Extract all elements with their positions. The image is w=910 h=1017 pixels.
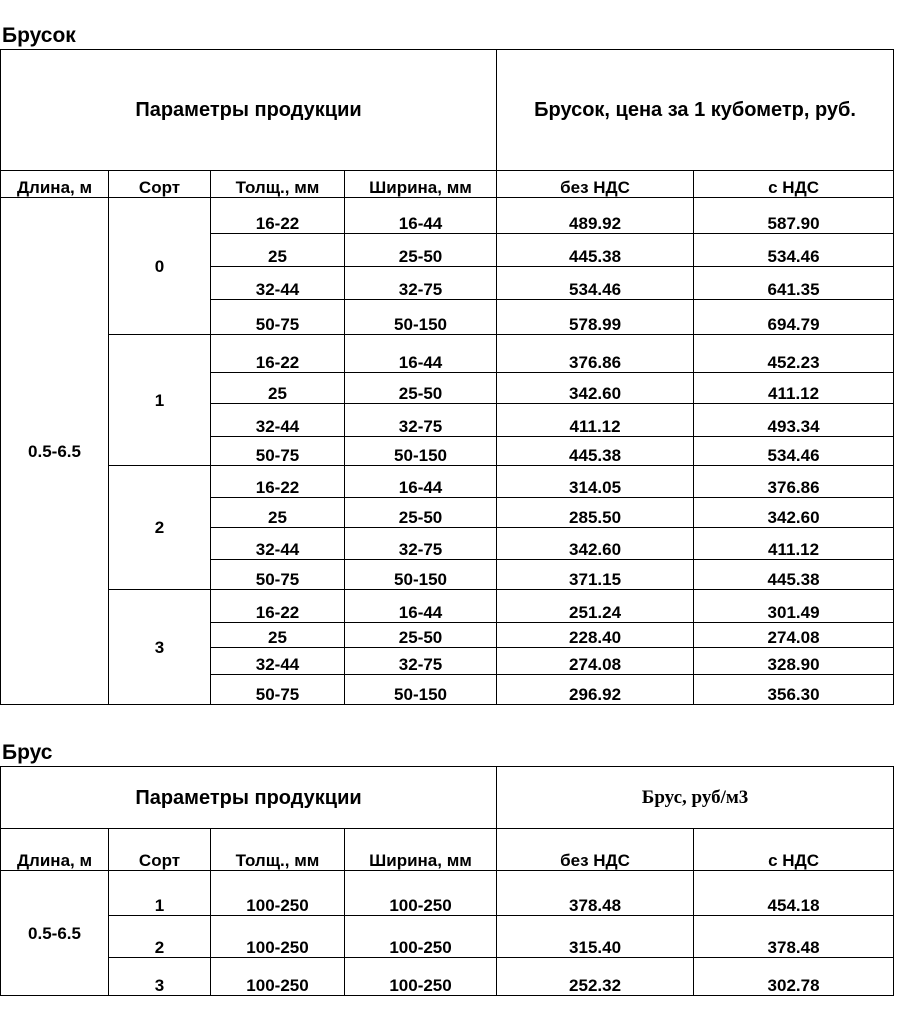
thickness-cell: 16-22 bbox=[211, 590, 345, 623]
price-header: Брусок, цена за 1 кубометр, руб. bbox=[497, 50, 894, 171]
table-row bbox=[1, 916, 894, 958]
thickness-cell: 32-44 bbox=[211, 404, 345, 437]
col-price-vat: с НДС bbox=[694, 829, 894, 871]
col-width: Ширина, мм bbox=[345, 829, 497, 871]
width-cell: 50-150 bbox=[345, 675, 497, 705]
section-title-brusok: Брусок bbox=[2, 24, 76, 47]
col-price-no-vat: без НДС bbox=[497, 171, 694, 198]
price-no-vat-cell: 578.99 bbox=[497, 300, 694, 335]
table-row bbox=[1, 335, 894, 373]
price-vat-cell: 641.35 bbox=[694, 267, 894, 300]
length-cell: 0.5-6.5 bbox=[1, 198, 109, 705]
price-no-vat-cell: 274.08 bbox=[497, 648, 694, 675]
params-header: Параметры продукции bbox=[1, 50, 497, 171]
thickness-cell: 25 bbox=[211, 234, 345, 267]
price-no-vat-cell: 251.24 bbox=[497, 590, 694, 623]
thickness-cell: 16-22 bbox=[211, 335, 345, 373]
price-vat-cell: 445.38 bbox=[694, 560, 894, 590]
width-cell: 32-75 bbox=[345, 648, 497, 675]
grade-cell: 2 bbox=[109, 466, 211, 590]
width-cell: 25-50 bbox=[345, 373, 497, 404]
price-no-vat-cell: 252.32 bbox=[497, 958, 694, 996]
price-no-vat-cell: 228.40 bbox=[497, 623, 694, 648]
grade-cell: 1 bbox=[109, 871, 211, 916]
grade-cell: 3 bbox=[109, 958, 211, 996]
col-length: Длина, м bbox=[1, 829, 109, 871]
brus-price-table bbox=[0, 766, 894, 996]
width-cell: 50-150 bbox=[345, 560, 497, 590]
price-vat-cell: 587.90 bbox=[694, 198, 894, 234]
price-no-vat-cell: 489.92 bbox=[497, 198, 694, 234]
price-vat-cell: 376.86 bbox=[694, 466, 894, 498]
width-cell: 32-75 bbox=[345, 404, 497, 437]
col-price-vat: с НДС bbox=[694, 171, 894, 198]
price-no-vat-cell: 371.15 bbox=[497, 560, 694, 590]
brusok-price-table bbox=[0, 49, 894, 705]
price-vat-cell: 452.23 bbox=[694, 335, 894, 373]
thickness-cell: 100-250 bbox=[211, 958, 345, 996]
price-vat-cell: 302.78 bbox=[694, 958, 894, 996]
price-no-vat-cell: 376.86 bbox=[497, 335, 694, 373]
price-vat-cell: 342.60 bbox=[694, 498, 894, 528]
price-no-vat-cell: 285.50 bbox=[497, 498, 694, 528]
section-title-brus: Брус bbox=[2, 741, 53, 764]
price-vat-cell: 493.34 bbox=[694, 404, 894, 437]
table-row bbox=[1, 958, 894, 996]
price-header: Брус, руб/м3 bbox=[497, 767, 894, 829]
grade-cell: 1 bbox=[109, 335, 211, 466]
price-no-vat-cell: 445.38 bbox=[497, 234, 694, 267]
price-no-vat-cell: 445.38 bbox=[497, 437, 694, 466]
width-cell: 25-50 bbox=[345, 498, 497, 528]
thickness-cell: 32-44 bbox=[211, 267, 345, 300]
width-cell: 16-44 bbox=[345, 466, 497, 498]
width-cell: 25-50 bbox=[345, 234, 497, 267]
width-cell: 32-75 bbox=[345, 528, 497, 560]
price-no-vat-cell: 315.40 bbox=[497, 916, 694, 958]
thickness-cell: 50-75 bbox=[211, 437, 345, 466]
price-no-vat-cell: 296.92 bbox=[497, 675, 694, 705]
price-vat-cell: 534.46 bbox=[694, 437, 894, 466]
col-thickness: Толщ., мм bbox=[211, 829, 345, 871]
grade-cell: 3 bbox=[109, 590, 211, 705]
width-cell: 100-250 bbox=[345, 871, 497, 916]
price-vat-cell: 411.12 bbox=[694, 373, 894, 404]
thickness-cell: 100-250 bbox=[211, 871, 345, 916]
thickness-cell: 50-75 bbox=[211, 300, 345, 335]
table-row bbox=[1, 466, 894, 498]
price-vat-cell: 694.79 bbox=[694, 300, 894, 335]
width-cell: 16-44 bbox=[345, 335, 497, 373]
grade-cell: 0 bbox=[109, 198, 211, 335]
width-cell: 100-250 bbox=[345, 916, 497, 958]
price-vat-cell: 301.49 bbox=[694, 590, 894, 623]
params-header: Параметры продукции bbox=[1, 767, 497, 829]
width-cell: 50-150 bbox=[345, 437, 497, 466]
table-row bbox=[1, 871, 894, 916]
grade-cell: 2 bbox=[109, 916, 211, 958]
thickness-cell: 50-75 bbox=[211, 560, 345, 590]
table-row bbox=[1, 590, 894, 623]
col-width: Ширина, мм bbox=[345, 171, 497, 198]
price-no-vat-cell: 314.05 bbox=[497, 466, 694, 498]
thickness-cell: 25 bbox=[211, 498, 345, 528]
col-grade: Сорт bbox=[109, 171, 211, 198]
price-vat-cell: 356.30 bbox=[694, 675, 894, 705]
col-length: Длина, м bbox=[1, 171, 109, 198]
thickness-cell: 25 bbox=[211, 373, 345, 404]
thickness-cell: 16-22 bbox=[211, 466, 345, 498]
width-cell: 100-250 bbox=[345, 958, 497, 996]
width-cell: 32-75 bbox=[345, 267, 497, 300]
col-price-no-vat: без НДС bbox=[497, 829, 694, 871]
price-vat-cell: 534.46 bbox=[694, 234, 894, 267]
thickness-cell: 100-250 bbox=[211, 916, 345, 958]
price-no-vat-cell: 342.60 bbox=[497, 528, 694, 560]
price-no-vat-cell: 534.46 bbox=[497, 267, 694, 300]
thickness-cell: 32-44 bbox=[211, 648, 345, 675]
price-no-vat-cell: 378.48 bbox=[497, 871, 694, 916]
thickness-cell: 16-22 bbox=[211, 198, 345, 234]
price-vat-cell: 328.90 bbox=[694, 648, 894, 675]
price-vat-cell: 411.12 bbox=[694, 528, 894, 560]
thickness-cell: 50-75 bbox=[211, 675, 345, 705]
length-cell: 0.5-6.5 bbox=[1, 871, 109, 996]
table-row bbox=[1, 198, 894, 234]
thickness-cell: 32-44 bbox=[211, 528, 345, 560]
col-thickness: Толщ., мм bbox=[211, 171, 345, 198]
price-vat-cell: 454.18 bbox=[694, 871, 894, 916]
width-cell: 16-44 bbox=[345, 198, 497, 234]
width-cell: 16-44 bbox=[345, 590, 497, 623]
price-vat-cell: 378.48 bbox=[694, 916, 894, 958]
price-no-vat-cell: 342.60 bbox=[497, 373, 694, 404]
width-cell: 25-50 bbox=[345, 623, 497, 648]
width-cell: 50-150 bbox=[345, 300, 497, 335]
col-grade: Сорт bbox=[109, 829, 211, 871]
price-vat-cell: 274.08 bbox=[694, 623, 894, 648]
thickness-cell: 25 bbox=[211, 623, 345, 648]
price-no-vat-cell: 411.12 bbox=[497, 404, 694, 437]
